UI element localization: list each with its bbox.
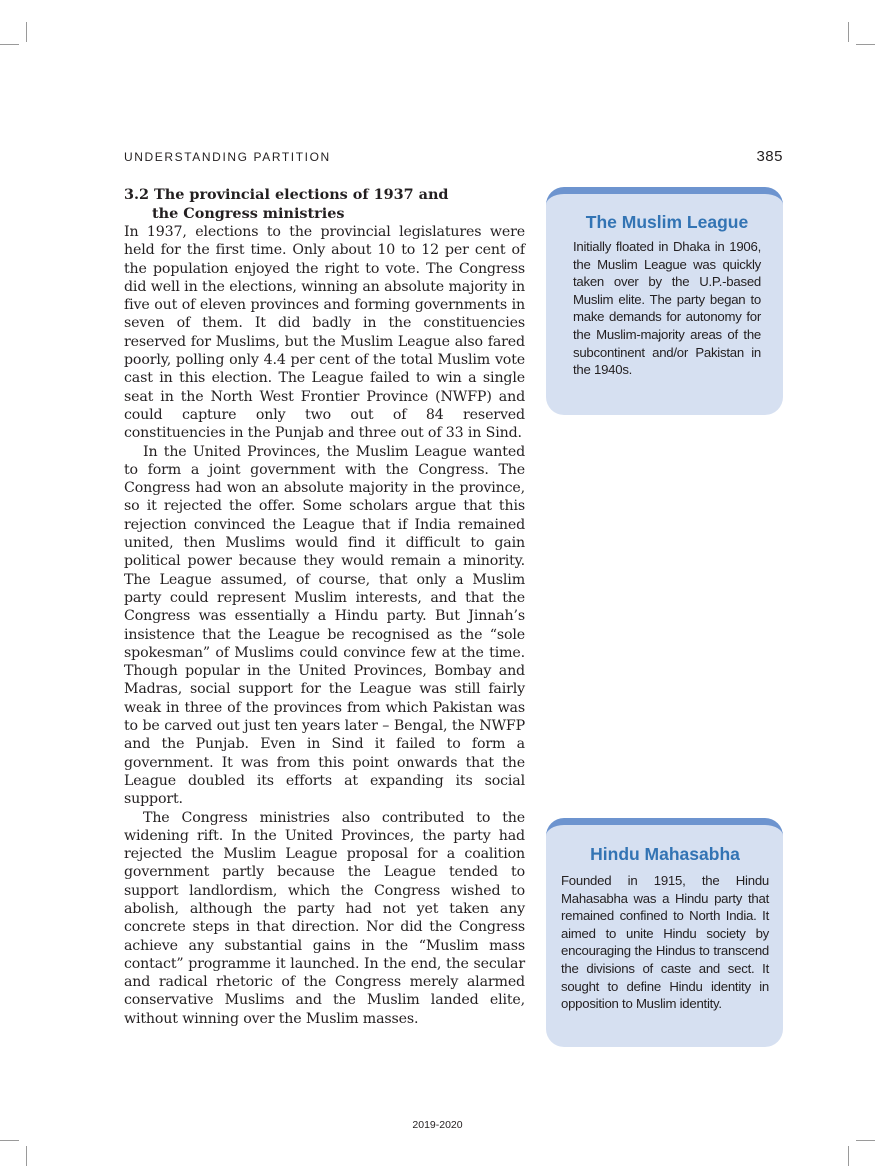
crop-mark xyxy=(26,1146,27,1166)
crop-mark xyxy=(0,44,19,45)
crop-mark xyxy=(848,1146,849,1166)
page-number: 385 xyxy=(756,148,783,165)
section-heading-line2: the Congress ministries xyxy=(152,204,345,222)
section-heading-line1: 3.2 The provincial elections of 1937 and xyxy=(124,186,449,203)
paragraph: The Congress ministries also contributed to the widening rift. In the United Provinces, the party had rejected the Muslim League proposal for a coalition government partly because the League tended to support landlordism, which the Congress wished to abolish, although the party had not yet taken any concrete steps in that direction. Nor did the Congress achieve any substantial gains in the “Muslim mass contact” programme it launched. In the end, the secular and radical rhetoric of the Congress merely alarmed conservative Muslims and the Muslim landed elite, without winning over the Muslim masses. xyxy=(124,809,525,1027)
section-heading xyxy=(124,186,525,223)
box-title: The Muslim League xyxy=(585,212,749,232)
box-body: Initially floated in Dhaka in 1906, the Muslim League was quickly taken over by the U.P.-based Muslim elite. The party began to make demands for autonomy for the Muslim-majority areas of the subcontinent and/or Pakistan in the 1940s. xyxy=(573,239,761,378)
box-body: Founded in 1915, the Hindu Mahasabha was a Hindu party that remained confined to North India. It aimed to unite Hindu society by encouraging the Hindus to transcend the divisions of caste and sect. It sought to define Hindu identity in opposition to Muslim identity. xyxy=(561,873,769,1012)
hindu-mahasabha-box xyxy=(546,818,783,1047)
paragraph: In the United Provinces, the Muslim League wanted to form a joint government with the Congress. The Congress had won an absolute majority in the province, so it rejected the offer. Some scholars argue that this rejection convinced the League that if India remained united, then Muslims would find it difficult to gain political power because they would remain a minority. The League assumed, of course, that only a Muslim party could represent Muslim interests, and that the Congress was essentially a Hindu party. But Jinnah’s insistence that the League be recognised as the “sole spokesman” of Muslims could convince few at the time. Though popular in the United Provinces, Bombay and Madras, social support for the League was still fairly weak in three of the provinces from which Pakistan was to be carved out just ten years later – Bengal, the NWFP and the Punjab. Even in Sind it failed to form a government. It was from this point onwards that the League doubled its efforts at expanding its social support. xyxy=(124,443,525,808)
main-column xyxy=(124,186,525,1028)
running-head: UNDERSTANDING PARTITION xyxy=(124,150,331,164)
box-title: Hindu Mahasabha xyxy=(590,844,740,864)
crop-mark xyxy=(26,22,27,42)
crop-mark xyxy=(856,44,875,45)
muslim-league-box xyxy=(546,187,783,415)
crop-mark xyxy=(856,1140,875,1141)
paragraph: In 1937, elections to the provincial legislatures were held for the first time. Only about 10 to 12 per cent of the population enjoyed the right to vote. The Congress did well in the elections, winning an absolute majority in five out of eleven provinces and forming governments in seven of them. It did badly in the constituencies reserved for Muslims, but the Muslim League also fared poorly, polling only 4.4 per cent of the total Muslim vote cast in this election. The League failed to win a single seat in the North West Frontier Province (NWFP) and could capture only two out of 84 reserved constituencies in the Punjab and three out of 33 in Sind. xyxy=(124,224,525,442)
footer-year: 2019-2020 xyxy=(412,1119,463,1131)
crop-mark xyxy=(0,1140,19,1141)
crop-mark xyxy=(848,22,849,42)
